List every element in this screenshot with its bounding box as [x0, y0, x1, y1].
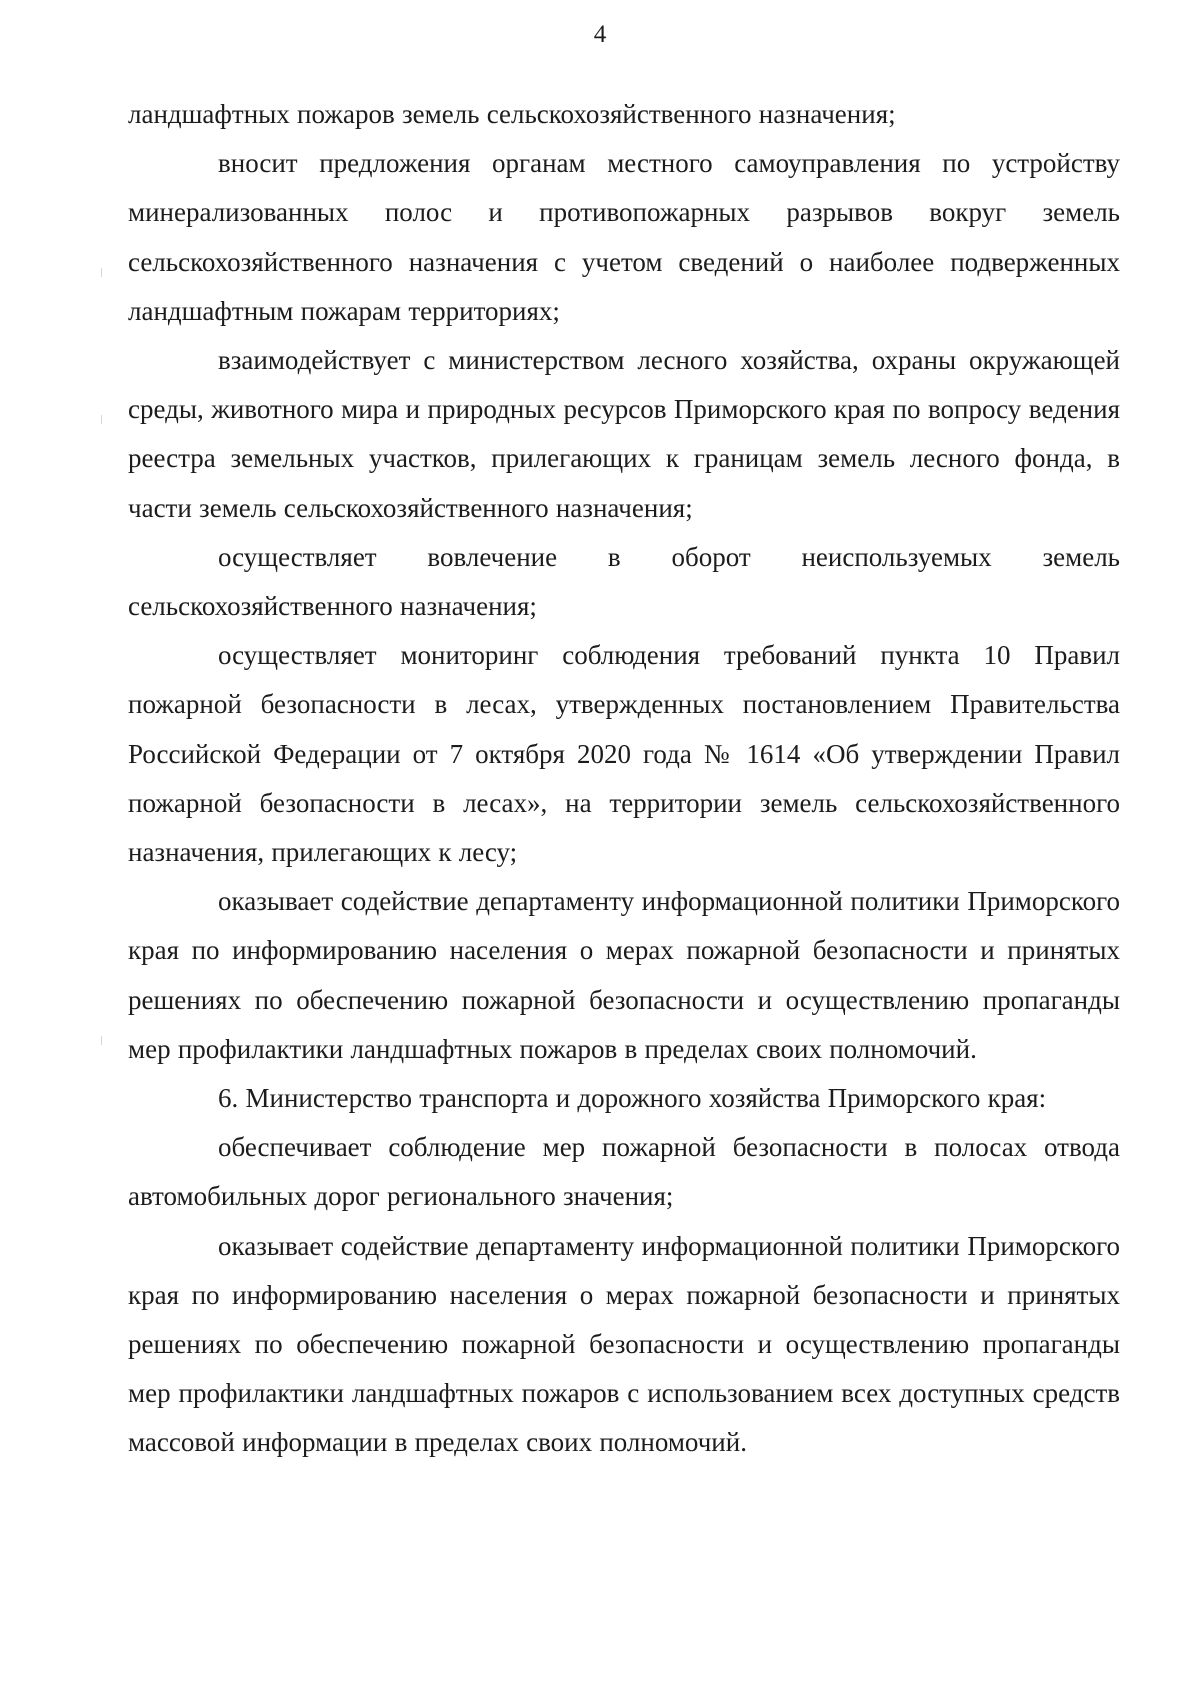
paragraph-forest-ministry-cooperation: взаимодействует с министерством лесного хозяйства, охраны окружающей среды, животного мира и природных ресурсов Приморского края по вопросу ведения реестра земельных участков, прилегающих к границам земель лесного фонда, в части земель сельскохозяйственного назначения;	[128, 345, 1120, 523]
paragraph-unused-land: осуществляет вовлечение в оборот неиспользуемых земель сельскохозяйственного назначения;	[128, 541, 1120, 622]
scan-artifact	[101, 415, 102, 424]
document-body	[128, 90, 1120, 1468]
paragraph-mineralized-strips: вносит предложения органам местного самоуправления по устройству минерализованных полос и противопожарных разрывов вокруг земель сельскохозяйственного назначения с учетом сведений о наиболее подверженных ландшафтным пожарам территориях;	[128, 148, 1120, 326]
paragraph-media-assistance: оказывает содействие департаменту информационной политики Приморского края по информированию населения о мерах пожарной безопасности и принятых решениях по обеспечению пожарной безопасности и осуществлению пропаганды мер профилактики ландшафтных пожаров с использованием всех доступных средств массовой информации в пределах своих полномочий.	[128, 1230, 1120, 1458]
paragraph-continuation: ландшафтных пожаров земель сельскохозяйственного назначения;	[128, 99, 896, 129]
paragraph-information-assistance: оказывает содействие департаменту информационной политики Приморского края по информированию населения о мерах пожарной безопасности и принятых решениях по обеспечению пожарной безопасности и осуществлению пропаганды мер профилактики ландшафтных пожаров в пределах своих полномочий.	[128, 886, 1120, 1064]
scan-artifact	[101, 1036, 102, 1045]
page-number: 4	[593, 21, 607, 48]
paragraph-road-safety: обеспечивает соблюдение мер пожарной безопасности в полосах отвода автомобильных дорог регионального значения;	[128, 1132, 1120, 1212]
scan-artifact	[101, 268, 102, 277]
section-6-heading: 6. Министерство транспорта и дорожного хозяйства Приморского края:	[218, 1083, 1047, 1114]
paragraph-monitoring-rules: осуществляет мониторинг соблюдения требований пункта 10 Правил пожарной безопасности в лесах, утвержденных постановлением Правительства Российской Федерации от 7 октября 2020 года № 1614 «Об утверждении Правил пожарной безопасности в лесах», на территории земель сельскохозяйственного назначения, прилегающих к лесу;	[128, 640, 1120, 868]
